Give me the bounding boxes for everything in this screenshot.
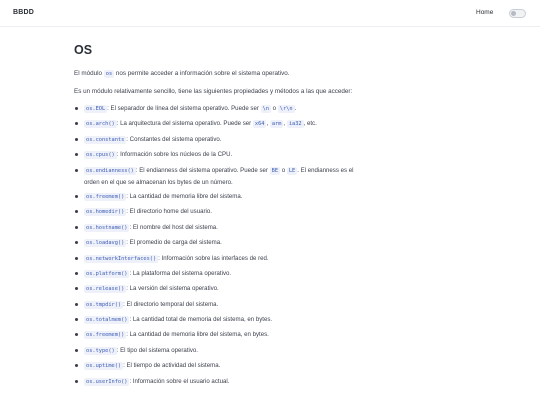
bullet-icon <box>75 195 78 198</box>
bullet-icon <box>75 210 78 213</box>
list-item <box>74 149 364 161</box>
item-code: os.hostname() <box>86 224 128 231</box>
item-description: : El promedio de carga del sistema. <box>126 239 222 247</box>
item-description: : El directorio home del usuario. <box>126 208 212 216</box>
item-code: os.totalmem() <box>86 317 128 324</box>
item-code: os.constants <box>86 136 125 143</box>
list-item <box>74 299 364 311</box>
item-inline-code: LE <box>288 167 296 174</box>
item-description: : La versión del sistema operativo. <box>126 285 219 293</box>
bullet-icon <box>75 257 78 260</box>
item-description: : La cantidad de memoria libre del sistema. <box>126 192 243 200</box>
item-description: : El separador de línea del sistema operativo. Puede ser <box>107 105 261 112</box>
list-item <box>74 268 364 280</box>
intro-text-before: El módulo <box>74 70 104 77</box>
list-item <box>74 376 364 388</box>
intro-text-after: nos permite acceder a información sobre el sistema operativo. <box>114 70 290 77</box>
list-item <box>74 253 364 265</box>
intro-paragraph <box>74 68 364 80</box>
bullet-icon <box>75 287 78 290</box>
item-code: os.freemem() <box>86 193 125 200</box>
list-item <box>74 345 364 357</box>
list-item <box>74 134 364 146</box>
item-code: os.userInfo() <box>86 378 128 385</box>
bullet-icon <box>75 349 78 352</box>
item-text: , <box>266 120 270 128</box>
item-inline-code: \r\n <box>279 106 293 112</box>
lead-paragraph: Es un módulo relativamente sencillo, tiene las siguientes propiedades y métodos a las que acceder: <box>74 88 353 95</box>
item-code: os.cpus() <box>86 152 115 159</box>
list-item <box>74 360 364 372</box>
item-code: os.endianness() <box>86 167 134 174</box>
item-text: . <box>294 105 297 112</box>
bullet-icon <box>75 226 78 229</box>
item-description: : El endianness del sistema operativo. Puede ser <box>135 166 270 174</box>
list-item <box>74 283 364 295</box>
top-navbar <box>0 0 540 27</box>
home-link[interactable]: Home <box>476 9 494 16</box>
bullet-icon <box>75 303 78 306</box>
list-item <box>74 314 364 326</box>
bullet-icon <box>75 153 78 156</box>
item-inline-code: BE <box>271 167 279 174</box>
item-inline-code: \n <box>262 106 269 112</box>
item-code: os.uptime() <box>86 363 122 370</box>
item-description: : El tiempo de actividad del sistema. <box>123 362 221 370</box>
item-text: . El endianness es el orden en el que se almacenan los bytes de un número. <box>84 166 354 186</box>
item-code: os.networkInterfaces() <box>86 255 157 262</box>
bullet-icon <box>75 333 78 336</box>
item-code: os.EOL <box>86 106 106 112</box>
theme-toggle-icon[interactable] <box>509 9 526 18</box>
item-code: os.homedir() <box>86 209 125 216</box>
site-brand[interactable]: BBDD <box>13 9 35 16</box>
item-inline-code: x64 <box>254 121 265 128</box>
item-text: o <box>270 105 278 112</box>
bullet-icon <box>75 107 78 110</box>
bullet-icon <box>75 122 78 125</box>
item-description: : La arquitectura del sistema operativo. Puede ser <box>116 120 253 128</box>
bullet-icon <box>75 318 78 321</box>
page-title: OS <box>74 43 93 57</box>
bullet-icon <box>75 169 78 172</box>
item-description: : Información sobre los núcleos de la CPU. <box>116 151 233 159</box>
item-description: : El tipo del sistema operativo. <box>116 346 198 354</box>
main-content <box>74 43 364 391</box>
item-text: , <box>283 120 287 128</box>
item-code: os.platform() <box>86 270 128 277</box>
list-item <box>74 206 364 218</box>
list-item <box>74 191 364 203</box>
item-code: os.arch() <box>86 121 115 128</box>
item-description: : Información sobre las interfaces de red. <box>158 254 269 262</box>
bullet-icon <box>75 241 78 244</box>
list-item <box>74 329 364 341</box>
item-inline-code: arm <box>271 121 282 128</box>
item-code: os.type() <box>86 347 115 354</box>
item-description: : Información sobre el usuario actual. <box>129 377 230 385</box>
item-code: os.release() <box>86 286 125 293</box>
item-description: : El nombre del host del sistema. <box>129 223 218 231</box>
item-code: os.freemem() <box>86 332 125 339</box>
item-description: : La cantidad de memoria libre del sistema, en bytes. <box>126 331 269 339</box>
bullet-icon <box>75 380 78 383</box>
bullet-icon <box>75 272 78 275</box>
item-description: : El directorio temporal del sistema. <box>123 300 219 308</box>
item-description: : Constantes del sistema operativo. <box>126 135 222 143</box>
item-code: os.tmpdir() <box>86 301 122 308</box>
inline-code: os <box>105 71 113 77</box>
bullet-icon <box>75 138 78 141</box>
methods-list <box>74 103 364 388</box>
item-text: , etc. <box>303 120 317 128</box>
list-item <box>74 165 364 188</box>
list-item <box>74 118 364 130</box>
toggle-knob <box>511 11 516 16</box>
item-text: o <box>280 166 287 174</box>
item-description: : La cantidad total de memoria del sistema, en bytes. <box>129 316 273 324</box>
list-item <box>74 237 364 249</box>
item-description: : La plataforma del sistema operativo. <box>129 269 232 277</box>
item-code: os.loadavg() <box>86 240 125 247</box>
bullet-icon <box>75 364 78 367</box>
list-item <box>74 222 364 234</box>
list-item <box>74 103 364 115</box>
item-inline-code: ia32 <box>288 121 302 128</box>
